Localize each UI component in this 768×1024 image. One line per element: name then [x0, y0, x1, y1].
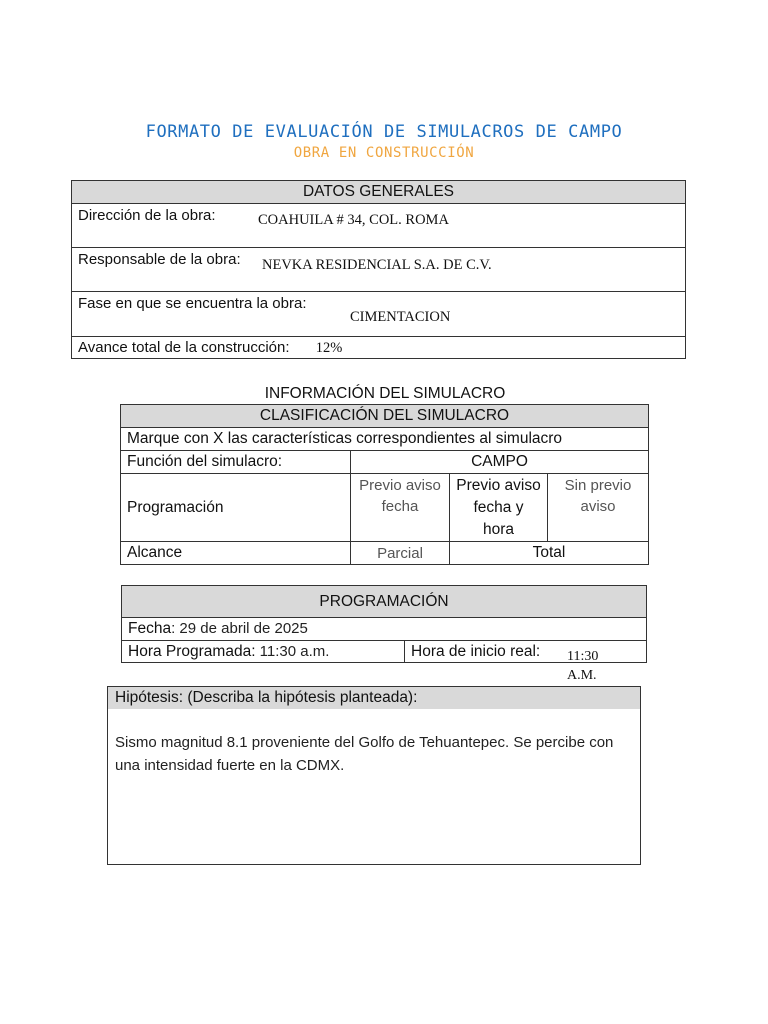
hora-inicio-real-value	[567, 647, 598, 685]
fase-row	[72, 292, 686, 337]
direccion-row	[72, 204, 686, 248]
hora-programada-label: Hora Programada:	[128, 642, 256, 660]
informacion-heading: INFORMACIÓN DEL SIMULACRO	[264, 385, 506, 402]
fecha-value: : 29 de abril de 2025	[171, 620, 308, 637]
funcion-value: CAMPO	[351, 451, 649, 474]
fecha-row	[122, 618, 647, 641]
prog-option-previo-aviso-fecha: Previo aviso fecha	[351, 474, 450, 542]
alcance-option-total: Total	[450, 542, 649, 565]
fecha-label: Fecha	[128, 620, 172, 637]
programacion-label: Programación	[121, 474, 351, 542]
funcion-label: Función del simulacro:	[121, 451, 351, 474]
direccion-label: Dirección de la obra:	[78, 207, 216, 224]
hipotesis-text-line-2: una intensidad fuerte en la CDMX.	[115, 757, 345, 774]
hora-inicio-real-period: A.M.	[567, 668, 597, 683]
responsable-row	[72, 248, 686, 292]
hipotesis-label: Hipótesis: (Describa la hipótesis planteada):	[108, 687, 640, 709]
alcance-label: Alcance	[121, 542, 351, 565]
fase-value: CIMENTACION	[350, 309, 451, 325]
datos-generales-heading: DATOS GENERALES	[72, 181, 686, 204]
responsable-label: Responsable de la obra:	[78, 251, 241, 268]
hora-programada-value: 11:30 a.m.	[255, 642, 330, 660]
avance-row	[72, 337, 686, 359]
datos-generales-table	[71, 180, 686, 359]
hora-programada-cell	[122, 641, 405, 663]
direccion-value: COAHUILA # 34, COL. ROMA	[258, 212, 449, 228]
hora-inicio-real-time: 11:30	[567, 649, 599, 664]
fase-label: Fase en que se encuentra la obra:	[78, 295, 307, 312]
prog-option-sin-previo-aviso: Sin previo aviso	[548, 474, 649, 542]
hora-inicio-real-label: Hora de inicio real:	[405, 641, 647, 663]
hipotesis-text	[108, 709, 640, 777]
instruccion-text: Marque con X las características correspondientes al simulacro	[121, 428, 649, 451]
document-title: FORMATO DE EVALUACIÓN DE SIMULACROS DE CAMPO	[145, 122, 623, 142]
clasificacion-table	[120, 404, 649, 565]
avance-label: Avance total de la construcción:	[78, 338, 290, 356]
avance-value: 12%	[315, 339, 343, 356]
hipotesis-text-line-1: Sismo magnitud 8.1 proveniente del Golfo de Tehuantepec. Se percibe con	[115, 734, 614, 751]
programacion-heading: PROGRAMACIÓN	[122, 586, 647, 618]
hipotesis-box	[107, 686, 641, 865]
prog-option-previo-aviso-fecha-hora: Previo aviso fecha y hora	[450, 474, 548, 542]
document-subtitle: OBRA EN CONSTRUCCIÓN	[293, 145, 475, 161]
responsable-value: NEVKA RESIDENCIAL S.A. DE C.V.	[262, 257, 492, 273]
alcance-option-parcial: Parcial	[351, 542, 450, 565]
clasificacion-heading: CLASIFICACIÓN DEL SIMULACRO	[121, 405, 649, 428]
